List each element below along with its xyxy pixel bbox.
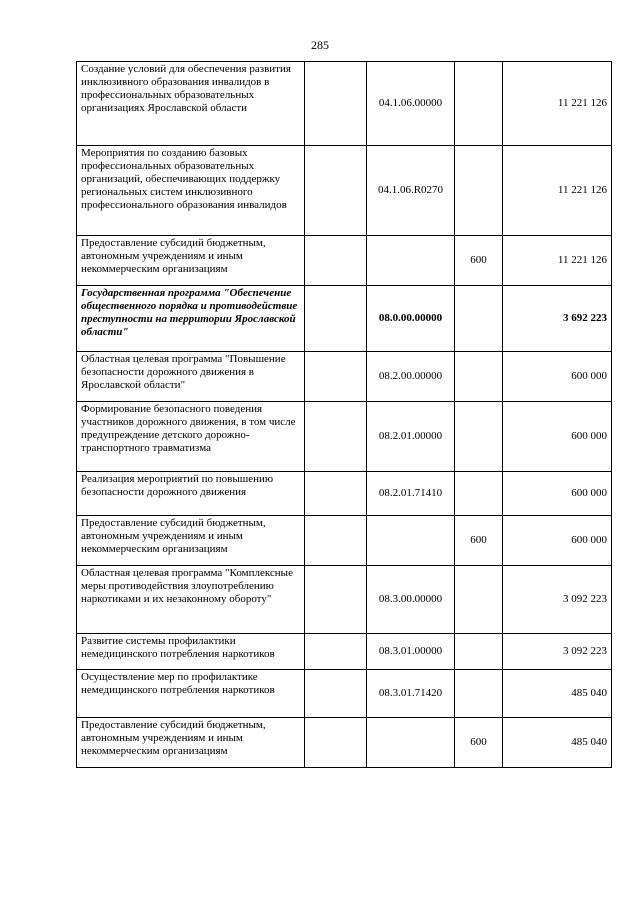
row-name-cell: Государственная программа "Обеспечение общественного порядка и противодействие преступности на территории Ярославской области"	[77, 286, 305, 352]
table-row	[77, 566, 612, 634]
row-code-cell: 08.2.01.71410	[367, 472, 455, 516]
row-name-cell: Предоставление субсидий бюджетным, автономным учреждениям и иным некоммерческим организациям	[77, 718, 305, 768]
row-code-cell: 08.2.01.00000	[367, 402, 455, 472]
budget-table	[76, 61, 612, 768]
row-expense-type-cell	[455, 146, 503, 236]
row-name-cell: Областная целевая программа "Повышение безопасности дорожного движения в Ярославской области"	[77, 352, 305, 402]
row-name-cell: Развитие системы профилактики немедицинского потребления наркотиков	[77, 634, 305, 670]
table-row	[77, 236, 612, 286]
row-amount-cell: 600 000	[503, 516, 612, 566]
row-amount-cell: 11 221 126	[503, 146, 612, 236]
table-row	[77, 352, 612, 402]
row-empty-cell	[305, 286, 367, 352]
table-row	[77, 402, 612, 472]
row-empty-cell	[305, 402, 367, 472]
row-empty-cell	[305, 236, 367, 286]
row-empty-cell	[305, 516, 367, 566]
row-code-cell	[367, 516, 455, 566]
row-expense-type-cell	[455, 402, 503, 472]
row-expense-type-cell	[455, 566, 503, 634]
table-row	[77, 670, 612, 718]
row-code-cell: 08.3.01.71420	[367, 670, 455, 718]
row-amount-cell: 3 692 223	[503, 286, 612, 352]
row-expense-type-cell	[455, 286, 503, 352]
row-code-cell: 08.3.00.00000	[367, 566, 455, 634]
row-empty-cell	[305, 62, 367, 146]
row-name-cell: Осуществление мер по профилактике немедицинского потребления наркотиков	[77, 670, 305, 718]
row-empty-cell	[305, 634, 367, 670]
row-code-cell: 04.1.06.R0270	[367, 146, 455, 236]
row-code-cell	[367, 236, 455, 286]
row-expense-type-cell	[455, 62, 503, 146]
page-number: 285	[311, 38, 329, 52]
row-amount-cell: 600 000	[503, 402, 612, 472]
row-name-cell: Областная целевая программа "Комплексные меры противодействия злоупотреблению наркотиками и их незаконному обороту"	[77, 566, 305, 634]
row-name-cell: Создание условий для обеспечения развития инклюзивного образования инвалидов в профессиональных образовательных организациях Ярославской области	[77, 62, 305, 146]
row-expense-type-cell	[455, 352, 503, 402]
row-amount-cell: 11 221 126	[503, 236, 612, 286]
budget-table-body	[77, 62, 612, 768]
row-empty-cell	[305, 670, 367, 718]
row-code-cell: 04.1.06.00000	[367, 62, 455, 146]
row-empty-cell	[305, 352, 367, 402]
row-code-cell: 08.3.01.00000	[367, 634, 455, 670]
row-amount-cell: 3 092 223	[503, 566, 612, 634]
row-expense-type-cell	[455, 472, 503, 516]
table-row	[77, 718, 612, 768]
row-amount-cell: 485 040	[503, 718, 612, 768]
row-code-cell: 08.2.00.00000	[367, 352, 455, 402]
table-row	[77, 634, 612, 670]
row-expense-type-cell: 600	[455, 516, 503, 566]
table-row	[77, 516, 612, 566]
table-row	[77, 62, 612, 146]
row-empty-cell	[305, 566, 367, 634]
row-code-cell	[367, 718, 455, 768]
table-row	[77, 146, 612, 236]
row-name-cell: Реализация мероприятий по повышению безопасности дорожного движения	[77, 472, 305, 516]
row-expense-type-cell	[455, 670, 503, 718]
row-name-cell: Мероприятия по созданию базовых профессиональных образовательных организаций, обеспечивающих поддержку региональных систем инклюзивного профессионального образования инвалидов	[77, 146, 305, 236]
row-empty-cell	[305, 718, 367, 768]
row-amount-cell: 600 000	[503, 472, 612, 516]
table-row	[77, 286, 612, 352]
row-amount-cell: 485 040	[503, 670, 612, 718]
row-amount-cell: 3 092 223	[503, 634, 612, 670]
row-expense-type-cell: 600	[455, 236, 503, 286]
row-name-cell: Формирование безопасного поведения участников дорожного движения, в том числе предупреждение детского дорожно-транспортного травматизма	[77, 402, 305, 472]
table-row	[77, 472, 612, 516]
row-amount-cell: 11 221 126	[503, 62, 612, 146]
row-code-cell: 08.0.00.00000	[367, 286, 455, 352]
row-empty-cell	[305, 146, 367, 236]
row-expense-type-cell	[455, 634, 503, 670]
row-name-cell: Предоставление субсидий бюджетным, автономным учреждениям и иным некоммерческим организациям	[77, 236, 305, 286]
row-expense-type-cell: 600	[455, 718, 503, 768]
row-name-cell: Предоставление субсидий бюджетным, автономным учреждениям и иным некоммерческим организациям	[77, 516, 305, 566]
row-empty-cell	[305, 472, 367, 516]
row-amount-cell: 600 000	[503, 352, 612, 402]
